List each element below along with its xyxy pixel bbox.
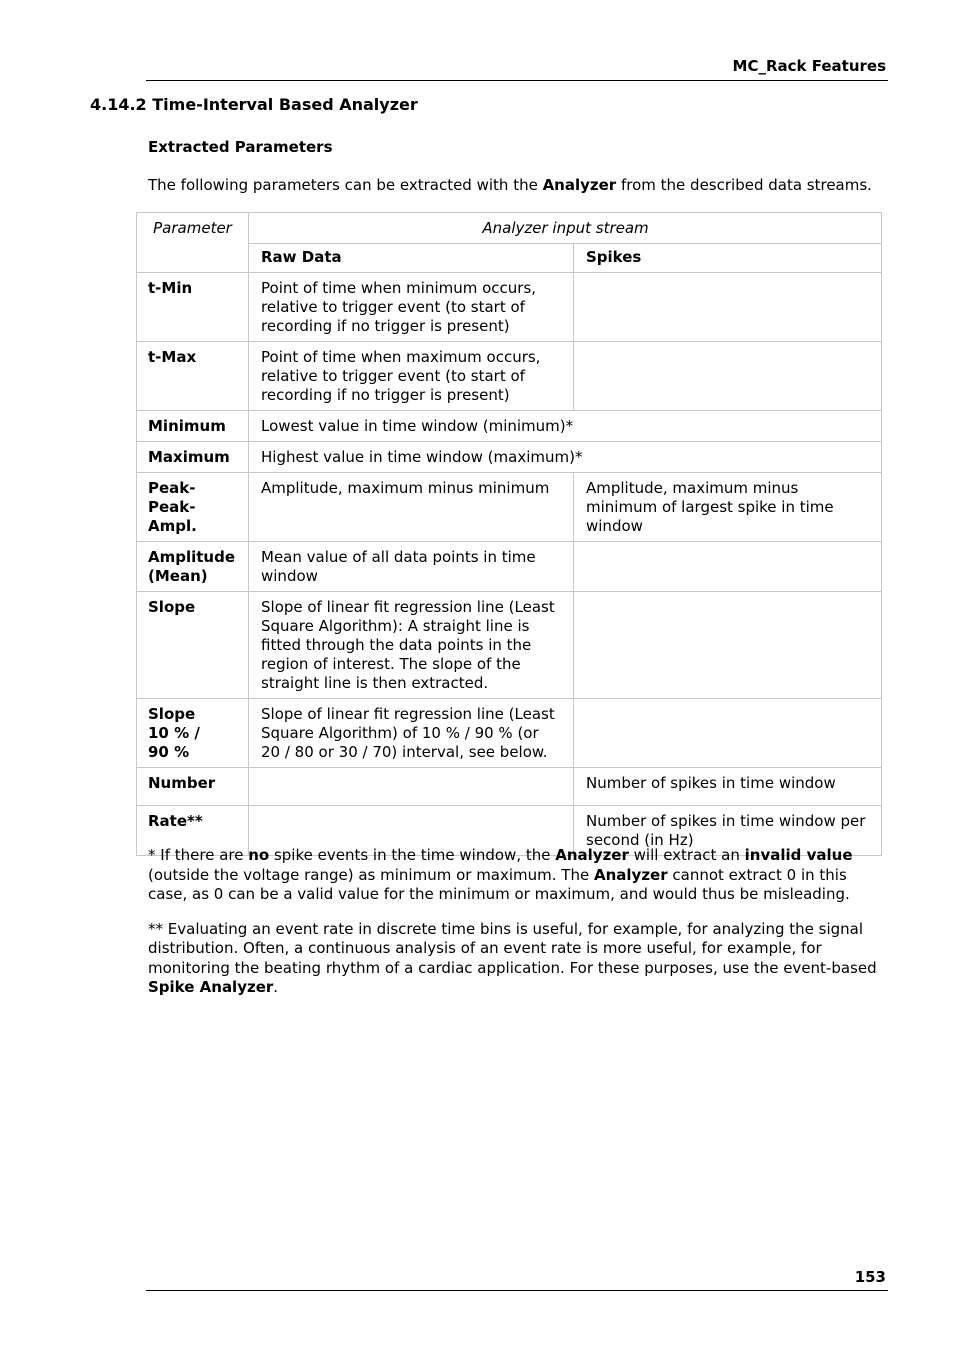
- footnote-text: * If there are: [148, 846, 249, 864]
- raw-data-cell: Slope of linear fit regression line (Least Square Algorithm): A straight line is fitted through the data points in the region of interest. The slope of the straight line is then extracted.: [249, 592, 574, 699]
- spikes-cell: [574, 342, 882, 411]
- param-name: t-Max: [137, 342, 249, 411]
- footnote-text: ** Evaluating an event rate in discrete time bins is useful, for example, for analyzing the signal distribution. Often, a continuous analysis of an event rate is more useful, for example, for monitoring the beating rhythm of a cardiac application. For these purposes, use the event-based: [148, 919, 877, 977]
- spikes-cell: [574, 542, 882, 592]
- footnote-text: (outside the voltage range) as minimum or maximum. The: [148, 865, 594, 884]
- header-raw-data: Raw Data: [249, 244, 574, 273]
- param-name: t-Min: [137, 273, 249, 342]
- param-name-line: Ampl.: [148, 517, 197, 535]
- table-header-row: [137, 213, 882, 244]
- header-spikes: Spikes: [574, 244, 882, 273]
- header-analyzer-input-stream: Analyzer input stream: [249, 213, 882, 244]
- footnote-event-rate: [148, 920, 888, 998]
- raw-data-cell: Amplitude, maximum minus minimum: [249, 473, 574, 542]
- footer-rule: [146, 1290, 888, 1291]
- param-name: [137, 542, 249, 592]
- raw-data-cell: Point of time when maximum occurs, relative to trigger event (to start of recording if no trigger is present): [249, 342, 574, 411]
- running-header-title: MC_Rack Features: [732, 57, 886, 75]
- raw-data-cell: Mean value of all data points in time window: [249, 542, 574, 592]
- table-row: [137, 411, 882, 442]
- section-heading: 4.14.2 Time-Interval Based Analyzer: [90, 95, 418, 114]
- footnote-bold: invalid value: [744, 846, 853, 864]
- table-row: [137, 473, 882, 542]
- footnote-bold: Analyzer: [555, 846, 629, 864]
- header-rule: [146, 80, 888, 81]
- param-name: Minimum: [137, 411, 249, 442]
- footnote-text: spike events in the time window, the: [269, 846, 556, 864]
- spikes-cell: [574, 273, 882, 342]
- table-row: [137, 768, 882, 806]
- param-name-line: Slope: [148, 705, 196, 723]
- footnote-text: will extract an: [628, 846, 745, 864]
- footnote-text: cannot extract 0 in this case, as 0 can be a valid value for the minimum or maximum, and would thus be misleading.: [148, 865, 850, 903]
- footnote-bold: no: [248, 846, 270, 864]
- table-row: [137, 542, 882, 592]
- param-name: Slope: [137, 592, 249, 699]
- merged-cell: Highest value in time window (maximum)*: [249, 442, 882, 473]
- parameters-table: [136, 212, 882, 856]
- intro-text-after: from the described data streams.: [616, 176, 872, 194]
- raw-data-cell: Point of time when minimum occurs, relative to trigger event (to start of recording if no trigger is present): [249, 273, 574, 342]
- table-row: [137, 273, 882, 342]
- spikes-cell: Number of spikes in time window per second (in Hz): [574, 806, 882, 856]
- raw-data-cell: [249, 768, 574, 806]
- param-name-line: Amplitude: [148, 548, 236, 566]
- merged-cell: Lowest value in time window (minimum)*: [249, 411, 882, 442]
- spikes-cell: Amplitude, maximum minus minimum of largest spike in time window: [574, 473, 882, 542]
- spikes-cell: [574, 592, 882, 699]
- param-name-line: 10 % /: [148, 724, 200, 742]
- footnote-invalid-value: [148, 846, 888, 905]
- footnote-bold: Analyzer: [593, 865, 668, 884]
- param-name: Number: [137, 768, 249, 806]
- spikes-cell: Number of spikes in time window: [574, 768, 882, 806]
- header-parameter: Parameter: [137, 213, 249, 273]
- subheading: Extracted Parameters: [148, 138, 333, 156]
- footnote-bold: Spike Analyzer: [148, 978, 274, 996]
- table-row: [137, 342, 882, 411]
- intro-bold-analyzer: Analyzer: [542, 176, 617, 194]
- table-row: [137, 699, 882, 768]
- intro-text-before: The following parameters can be extracted with the: [148, 176, 543, 194]
- param-name-line: Peak-: [148, 479, 196, 497]
- page-number: 153: [854, 1268, 886, 1286]
- param-name: [137, 473, 249, 542]
- intro-paragraph: [148, 176, 888, 194]
- param-name: Maximum: [137, 442, 249, 473]
- param-name: Rate**: [137, 806, 249, 856]
- footnote-text: .: [273, 978, 279, 996]
- param-name-line: 90 %: [148, 743, 190, 761]
- raw-data-cell: Slope of linear fit regression line (Least Square Algorithm) of 10 % / 90 % (or 20 / 80 or 30 / 70) interval, see below.: [249, 699, 574, 768]
- spikes-cell: [574, 699, 882, 768]
- param-name-line: (Mean): [148, 567, 208, 585]
- footnotes: [148, 846, 888, 1013]
- table-row: [137, 592, 882, 699]
- table-subheader-row: [137, 244, 882, 273]
- table-row: [137, 442, 882, 473]
- param-name: [137, 699, 249, 768]
- param-name-line: Peak-: [148, 498, 196, 516]
